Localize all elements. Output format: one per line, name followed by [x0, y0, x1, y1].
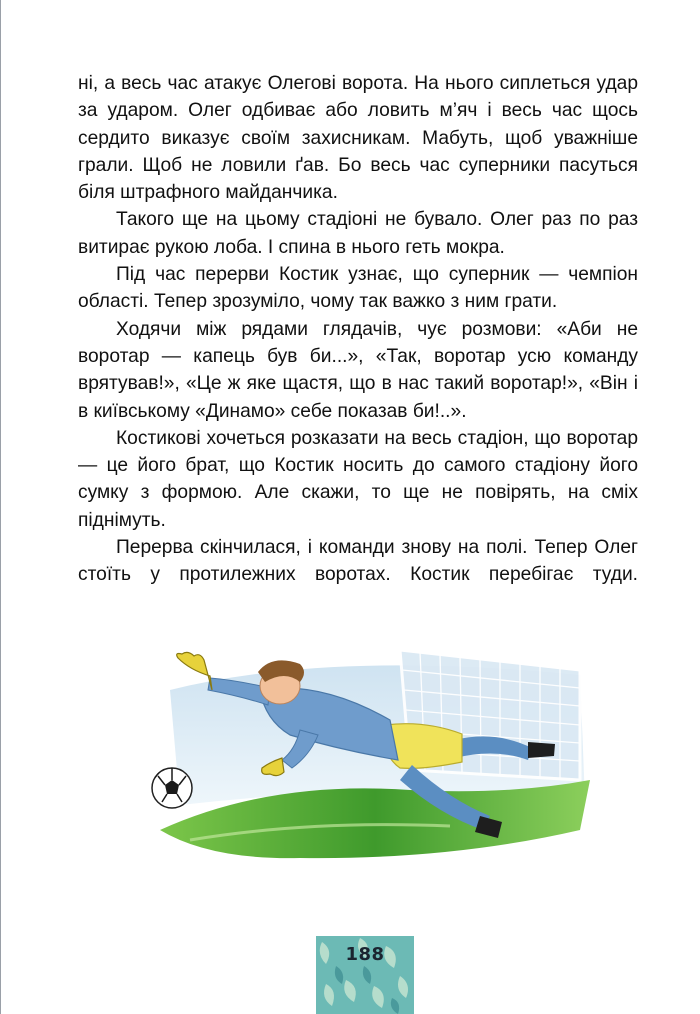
page-edge-line	[0, 0, 1, 1014]
paragraph-2: Такого ще на цьому стадіоні не бувало. Олег раз по раз витирає рукою лоба. І спина в нього геть мокра.	[78, 209, 638, 258]
page-number: 188	[345, 944, 385, 965]
paragraph-4: Ходячи між рядами глядачів, чує розмови: «Аби не воротар — капець був би...», «Так, воротар усю команду врятував!», «Це ж яке щастя, що в нас такий воротар!», «Він і в київському «Динамо» себе показав би!..».	[78, 318, 638, 422]
page-number-badge	[316, 936, 414, 1014]
paragraph-1: ні, а весь час атакує Олегові ворота. На нього сиплеться удар за ударом. Олег одбиває або ловить м’яч і весь час щось сердито виказує своїм захисникам. Мабуть, щоб уважніше грали. Щоб не ловили ґав. Бо весь час суперники пасуться біля штрафного майданчика.	[78, 73, 638, 204]
goalkeeper-diving-icon	[150, 630, 590, 880]
paragraph-3: Під час перерви Костик узнає, що суперник — чемпіон області. Тепер зрозуміло, чому так важко з ним грати.	[78, 264, 638, 313]
story-text	[78, 70, 638, 589]
paragraph-5: Костикові хочеться розказати на весь стадіон, що воротар — це його брат, що Костик носить до самого стадіону його сумку з формою. Але скажи, то ще не повірять, на сміх піднімуть.	[78, 427, 638, 531]
goalkeeper-boot	[528, 742, 555, 758]
soccer-ball-icon	[152, 768, 192, 808]
paragraph-6: Перерва скінчилася, і команди знову на полі. Тепер Олег стоїть у протилежних воротах. Костик перебігає туди.	[78, 537, 638, 586]
goalkeeper-shorts	[385, 724, 462, 769]
